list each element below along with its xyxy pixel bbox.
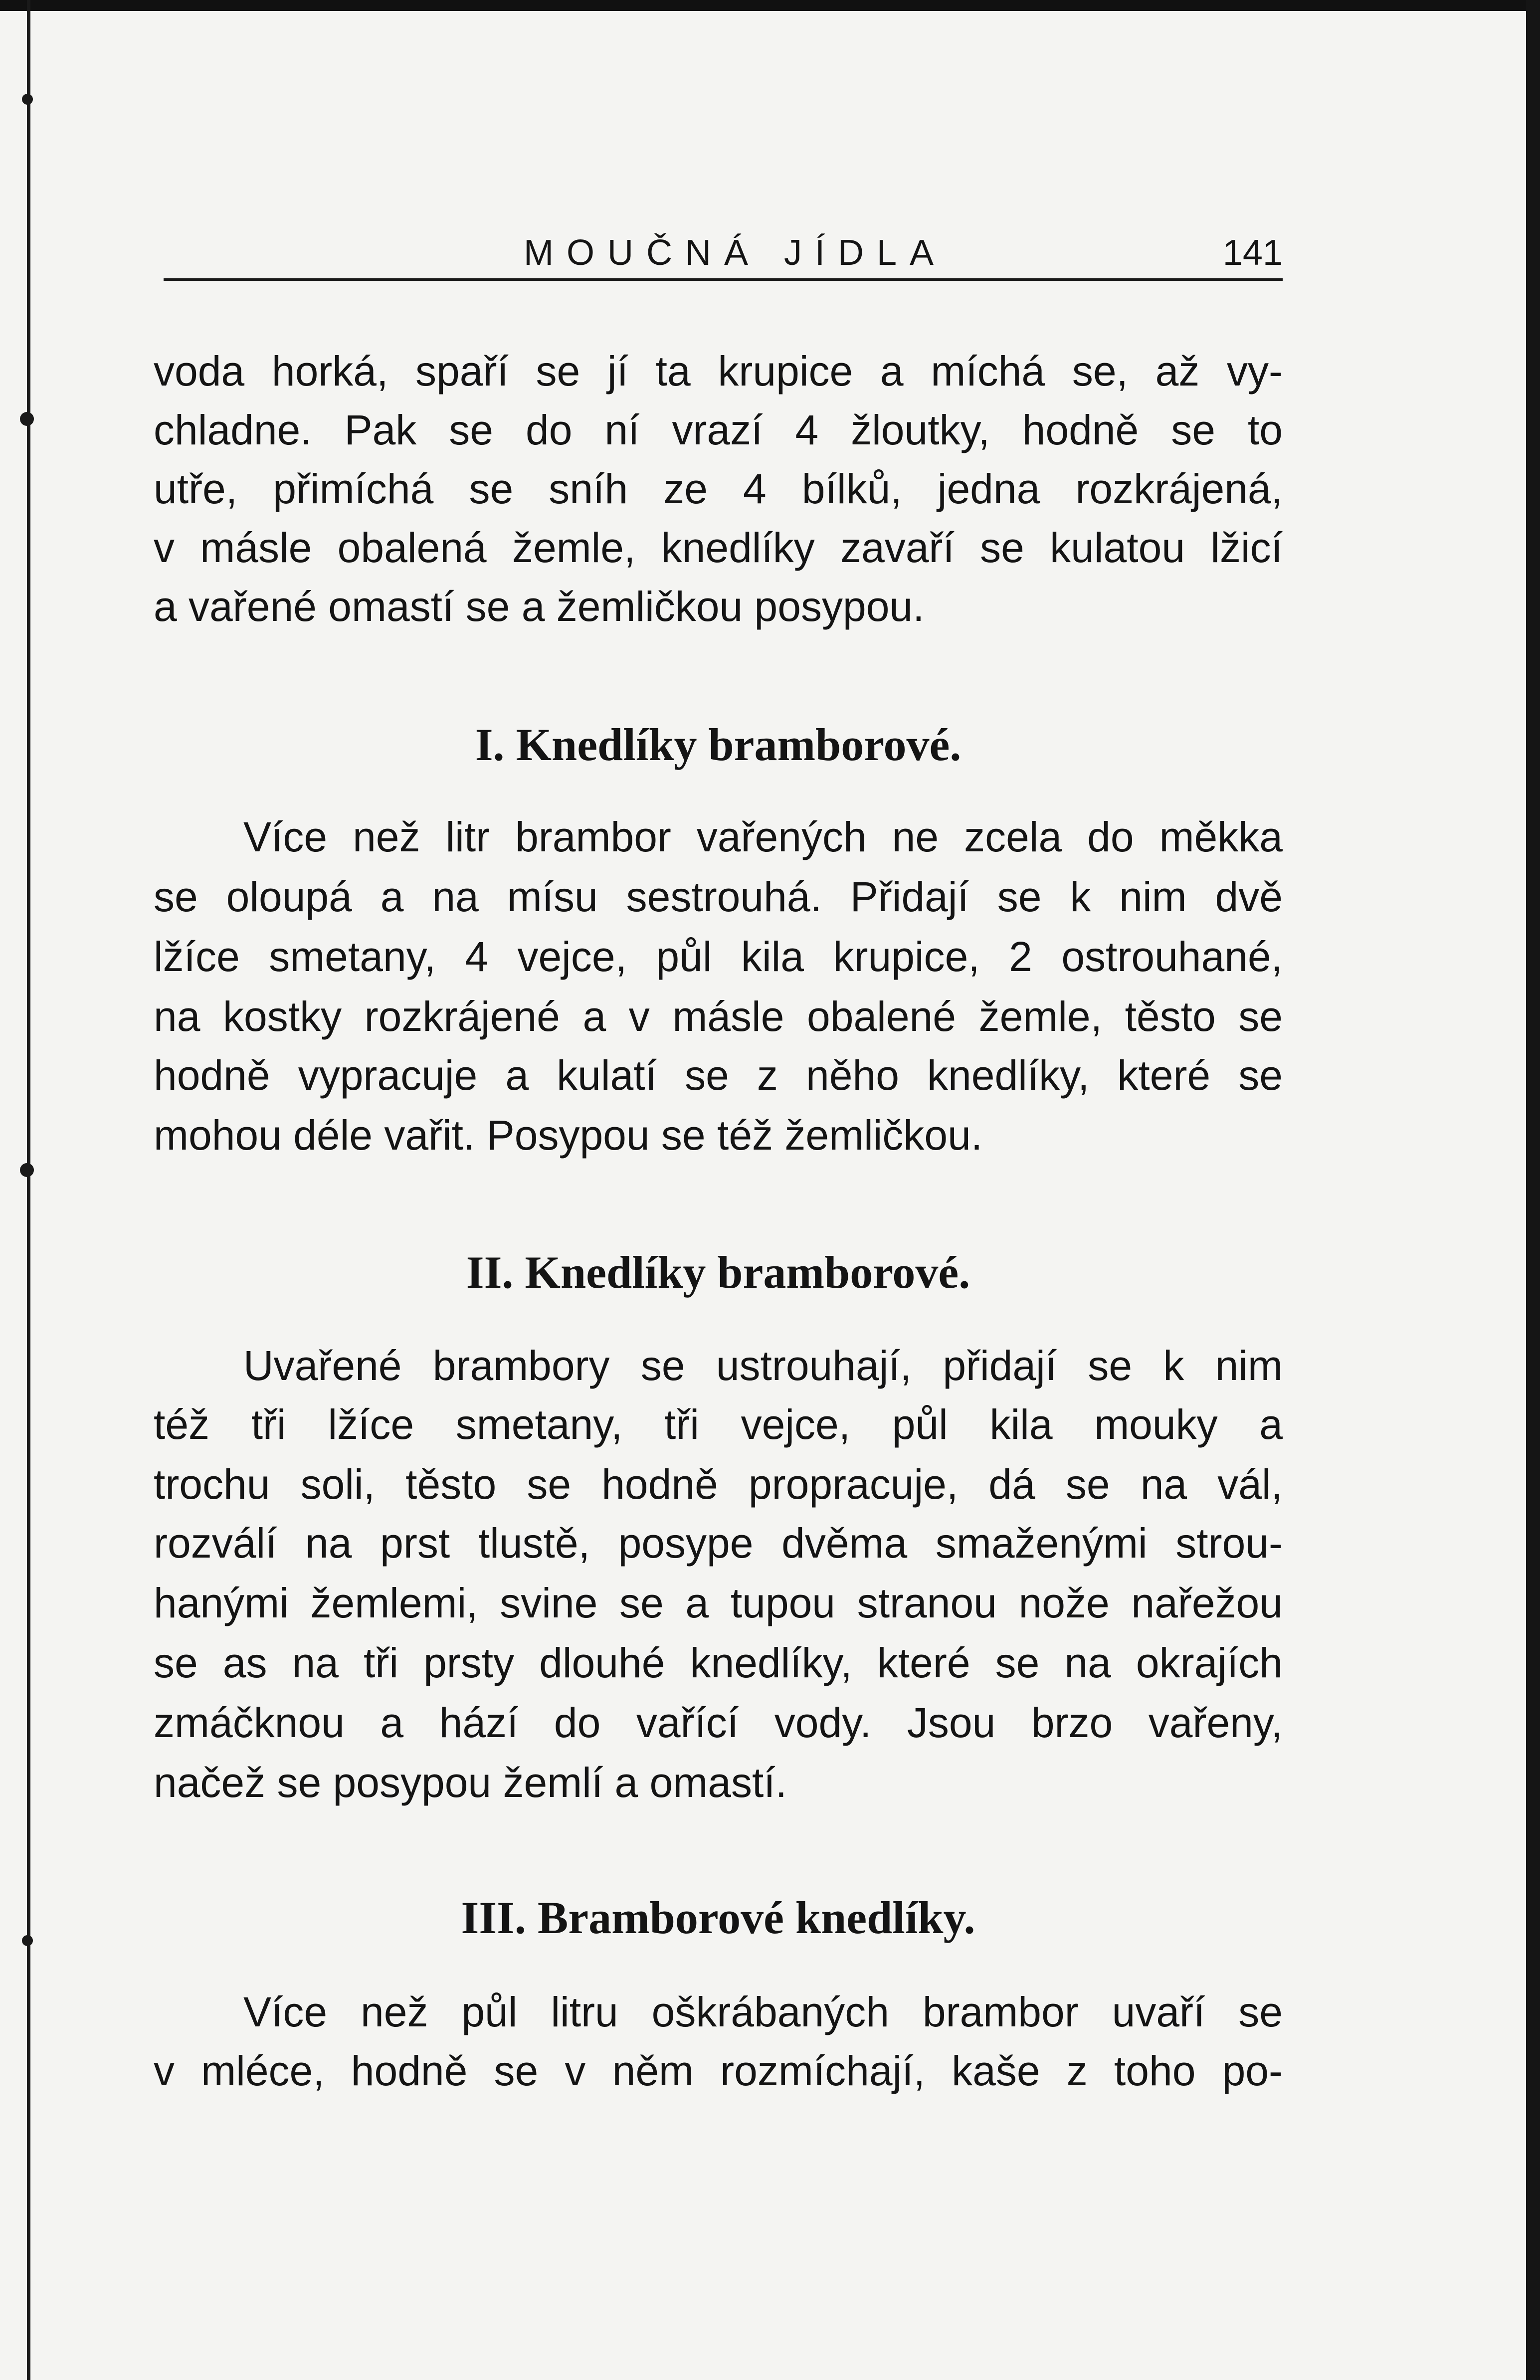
text-line: trochu soli, těsto se hodně propracuje, dá se na vál, <box>154 1461 1283 1508</box>
scan-top-edge <box>0 0 1540 11</box>
text-line: Uvařené brambory se ustrouhají, přidají se k nim <box>243 1342 1283 1389</box>
chapter-title: MOUČNÁ JÍDLA <box>524 233 947 273</box>
text-line: v másle obalená žemle, knedlíky zavaří se kulatou lžicí <box>154 524 1283 571</box>
text-line: zmáčknou a hází do vařící vody. Jsou brzo vařeny, <box>154 1699 1283 1746</box>
scan-left-binding-line <box>27 0 30 2380</box>
scan-dot-mark <box>20 1163 34 1177</box>
section-heading: I. Knedlíky bramborové. <box>475 719 962 770</box>
text-line: hanými žemlemi, svine se a tupou stranou nože nařežou <box>154 1580 1283 1626</box>
text-line: na kostky rozkrájené a v másle obalené žemle, těsto se <box>154 993 1283 1040</box>
scan-dot-mark <box>20 412 34 426</box>
section-heading: II. Knedlíky bramborové. <box>466 1247 970 1298</box>
section-heading: III. Bramborové knedlíky. <box>461 1892 975 1943</box>
text-line: lžíce smetany, 4 vejce, půl kila krupice, 2 ostrouhané, <box>154 933 1283 980</box>
text-line: hodně vypracuje a kulatí se z něho knedlíky, které se <box>154 1052 1283 1099</box>
text-line: voda horká, spaří se jí ta krupice a míchá se, až vy- <box>154 348 1283 395</box>
text-line: rozválí na prst tlustě, posype dvěma smaženými strou- <box>154 1520 1283 1567</box>
scan-right-edge <box>1526 0 1540 2380</box>
text-line: mohou déle vařit. Posypou se též žemličkou. <box>154 1112 983 1159</box>
text-line: utře, přimíchá se sníh ze 4 bílků, jedna rozkrájená, <box>154 465 1283 512</box>
text-line: též tři lžíce smetany, tři vejce, půl kila mouky a <box>154 1401 1283 1448</box>
text-line: chladne. Pak se do ní vrazí 4 žloutky, hodně se to <box>154 406 1283 453</box>
running-header <box>164 223 1283 281</box>
text-line: Více než půl litru oškrábaných brambor uvaří se <box>243 1988 1283 2035</box>
text-line: načež se posypou žemlí a omastí. <box>154 1759 787 1806</box>
text-line: se as na tři prsty dlouhé knedlíky, které se na okrajích <box>154 1639 1283 1686</box>
page-number: 141 <box>1222 233 1283 273</box>
text-line: a vařené omastí se a žemličkou posypou. <box>154 583 925 630</box>
text-line: Více než litr brambor vařených ne zcela do měkka <box>243 813 1283 860</box>
scan-dot-mark <box>22 94 33 105</box>
scan-dot-mark <box>22 1935 33 1946</box>
text-line: se oloupá a na mísu sestrouhá. Přidají se k nim dvě <box>154 873 1283 920</box>
text-line: v mléce, hodně se v něm rozmíchají, kaše z toho po- <box>154 2047 1283 2094</box>
